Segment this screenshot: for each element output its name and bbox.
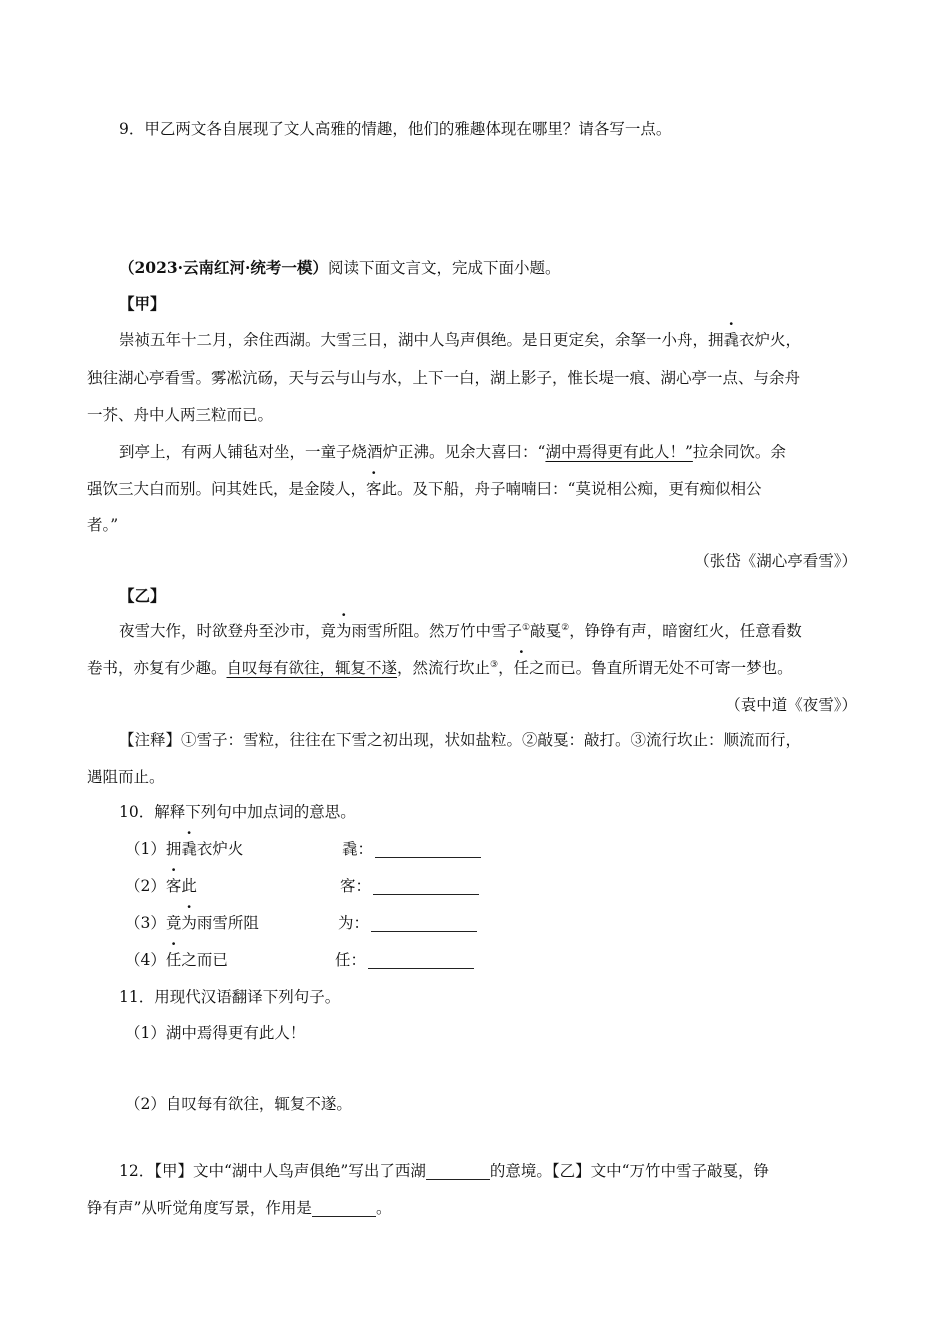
question-11-title: 11．用现代汉语翻译下列句子。: [119, 988, 341, 1006]
jia-text: 崇祯五年十二月，余住西湖。大雪三日，湖中人鸟声俱绝。是日更定矣，余拏一小舟，拥: [119, 331, 724, 349]
yi-text: ，铮铮有声，暗窗红火，任意看数: [569, 622, 802, 640]
q11-sentence-2: （2）自叹每有欲往，辄复不遂。: [125, 1095, 352, 1113]
header-source: （2023·云南红河·统考一模）: [119, 258, 328, 277]
q10-answer-1: [342, 838, 481, 860]
answer-blank[interactable]: [312, 1202, 376, 1217]
jia-line-2: 独往湖心亭看雪。雾凇沆砀，天与云与山与水，上下一白，湖上影子，惟长堤一痕、湖心亭一点、与余舟: [87, 369, 801, 387]
q10-item-1: [125, 838, 243, 860]
yi-line-1: [119, 620, 802, 642]
item-text: 之而已: [181, 951, 228, 969]
answer-blank[interactable]: [371, 917, 477, 932]
answer-blank[interactable]: [375, 843, 481, 858]
jia-text: 衣炉火，: [739, 331, 802, 349]
item-text: （1）拥: [125, 840, 182, 858]
jia-tag: 【甲】: [119, 294, 166, 313]
answer-blank[interactable]: [426, 1165, 490, 1180]
jia-source: （张岱《湖心亭看雪》）: [694, 552, 857, 570]
yi-text: 之而已。鲁直所谓无处不可寄一梦也。: [529, 659, 793, 677]
q10-answer-3: [338, 912, 477, 934]
dotted-char: 为: [181, 914, 197, 932]
notes-line-2: 遇阻而止。: [87, 768, 165, 786]
note-marker: ①: [522, 622, 531, 633]
note-marker: ③: [490, 659, 499, 670]
jia-text: 拉余同饮。余: [692, 443, 786, 461]
q10-item-2: [125, 875, 197, 897]
yi-text: ，然流行坎止: [397, 659, 491, 677]
answer-label: 毳：: [342, 840, 374, 858]
jia-line-3: 一芥、舟中人两三粒而已。: [87, 406, 274, 424]
answer-label: 任：: [335, 951, 367, 969]
yi-source: （袁中道《夜雪》）: [725, 696, 857, 714]
jia-text: 此。及下船，舟子喃喃曰：“莫说相公痴，更有痴似相公: [381, 480, 762, 498]
dotted-char: 任: [513, 659, 530, 677]
q10-answer-2: [340, 875, 479, 897]
q10-answer-4: [335, 949, 474, 971]
q12-text: 12．【甲】文中“湖中人鸟声俱绝”写出了西湖: [119, 1162, 426, 1180]
jia-line-5: [87, 478, 761, 500]
question-9: 9．甲乙两文各自展现了文人高雅的情趣，他们的雅趣体现在哪里？请各写一点。: [119, 120, 672, 138]
yi-text: ，: [498, 659, 514, 677]
yi-line-2: [87, 657, 793, 679]
item-text: （2）: [125, 877, 166, 895]
question-10-title: 10．解释下列句中加点词的意思。: [119, 803, 356, 821]
header-instruction: 阅读下面文言文，完成下面小题。: [327, 259, 561, 277]
dotted-char: 毳: [181, 840, 197, 858]
jia-line-1: [119, 329, 801, 351]
dotted-char: 任: [165, 951, 182, 969]
item-text: （3）竟: [125, 914, 182, 932]
underlined-sentence: 湖中焉得更有此人！”: [545, 443, 693, 461]
item-text: （4）: [125, 951, 166, 969]
q12-text: 的意境。【乙】文中“万竹中雪子敲戛，铮: [489, 1162, 770, 1180]
yi-text: 雨雪所阻。然万竹中雪子: [351, 622, 523, 640]
note-marker: ②: [561, 622, 570, 633]
q12-text: 。: [375, 1199, 392, 1217]
notes-line-1: 【注释】①雪子：雪粒，往往在下雪之初出现，状如盐粒。②敲戛：敲打。③流行坎止：顺流而行，: [119, 731, 802, 749]
yi-text: 夜雪大作，时欲登舟至沙市，竟: [119, 622, 337, 640]
q11-sentence-1: （1）湖中焉得更有此人！: [125, 1024, 306, 1042]
question-12-line-2: [87, 1197, 391, 1219]
q10-item-3: [125, 912, 259, 934]
underlined-sentence: 自叹每有欲往，辄复不遂: [226, 659, 398, 677]
jia-text: 到亭上，有两人铺毡对坐，一童子烧酒炉正沸。见余大喜曰：“: [119, 443, 546, 461]
passage-header: [119, 257, 560, 279]
dotted-char: 为: [336, 622, 352, 640]
item-text: 此: [181, 877, 197, 895]
yi-text: 卷书，亦复有少趣。: [87, 659, 227, 677]
answer-blank[interactable]: [373, 880, 479, 895]
answer-label: 为：: [338, 914, 370, 932]
dotted-char: 客: [366, 480, 382, 498]
answer-label: 客：: [340, 877, 372, 895]
item-text: 衣炉火: [196, 840, 244, 858]
jia-text: 强饮三大白而别。问其姓氏，是金陵人，: [87, 480, 367, 498]
q12-text: 铮有声”从听觉角度写景，作用是: [87, 1199, 312, 1217]
question-12-line-1: [119, 1160, 769, 1182]
item-text: 雨雪所阻: [196, 914, 259, 932]
yi-text: 敲戛: [530, 622, 562, 640]
dotted-char: 毳: [723, 331, 740, 349]
yi-tag: 【乙】: [119, 586, 166, 605]
dotted-char: 客: [165, 877, 182, 895]
jia-line-4: [119, 441, 786, 463]
q10-item-4: [125, 949, 228, 971]
answer-blank[interactable]: [368, 954, 474, 969]
jia-line-6: 者。”: [87, 516, 119, 534]
